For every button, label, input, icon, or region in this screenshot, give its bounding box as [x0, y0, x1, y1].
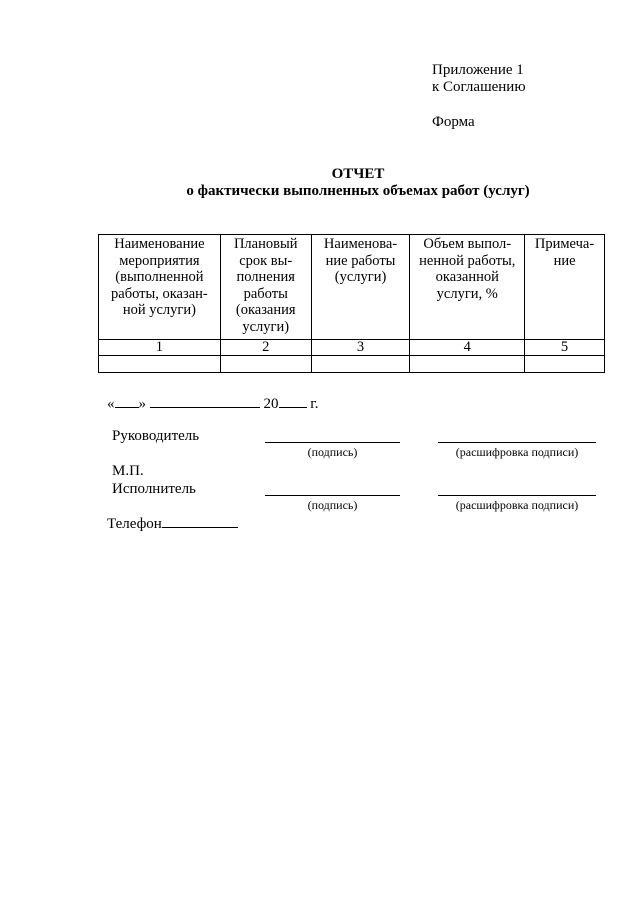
year-prefix: 20 [263, 396, 279, 412]
executor-decode-line [438, 495, 596, 496]
day-blank [115, 395, 139, 408]
manager-signature-line [265, 442, 400, 443]
stamp-label: М.П. [112, 463, 144, 479]
executor-decode-caption: (расшифровка подписи) [455, 498, 579, 512]
manager-decode-caption: (расшифровка подписи) [455, 445, 579, 459]
appendix-line-2: к Соглашению [432, 79, 526, 95]
year-blank [279, 395, 307, 408]
year-suffix: г. [310, 396, 319, 412]
table-cell [410, 356, 525, 373]
table-cell [99, 356, 221, 373]
column-number: 4 [410, 340, 525, 356]
appendix-line-1: Приложение 1 [432, 62, 524, 78]
executor-signature-caption: (подпись) [307, 498, 358, 512]
manager-decode-line [438, 442, 596, 443]
table-cell [525, 356, 605, 373]
header-cell: Наименова-ние работы (услуги) [311, 235, 410, 340]
table-empty-row [99, 356, 605, 373]
header-cell: Примеча-ние [525, 235, 605, 340]
manager-signature-caption: (подпись) [307, 445, 358, 459]
header-cell: Объем выпол-ненной работы, оказанной услуги, % [410, 235, 525, 340]
table-cell [311, 356, 410, 373]
column-number: 3 [311, 340, 410, 356]
manager-label: Руководитель [112, 428, 200, 444]
header-cell: Наименование мероприятия (выполненной работы, оказан-ной услуги) [99, 235, 221, 340]
report-table [98, 234, 605, 373]
form-label: Форма [432, 114, 475, 130]
executor-signature-line [265, 495, 400, 496]
open-quote: « [107, 396, 115, 412]
month-blank [150, 395, 260, 408]
table-cell [220, 356, 311, 373]
executor-label: Исполнитель [112, 481, 196, 497]
header-cell: Плановый срок вы-полнения работы (оказания услуги) [220, 235, 311, 340]
date-line [107, 395, 318, 413]
phone-line [107, 515, 238, 533]
appendix-note [432, 62, 526, 96]
report-title: ОТЧЕТ [331, 166, 385, 182]
report-subtitle: о фактически выполненных объемах работ (услуг) [186, 183, 530, 199]
column-number: 1 [99, 340, 221, 356]
phone-label: Телефон [107, 516, 162, 532]
table-header-row [99, 235, 605, 340]
column-number: 5 [525, 340, 605, 356]
close-quote: » [138, 396, 146, 412]
phone-blank [162, 515, 238, 528]
table-number-row [99, 340, 605, 356]
column-number: 2 [220, 340, 311, 356]
